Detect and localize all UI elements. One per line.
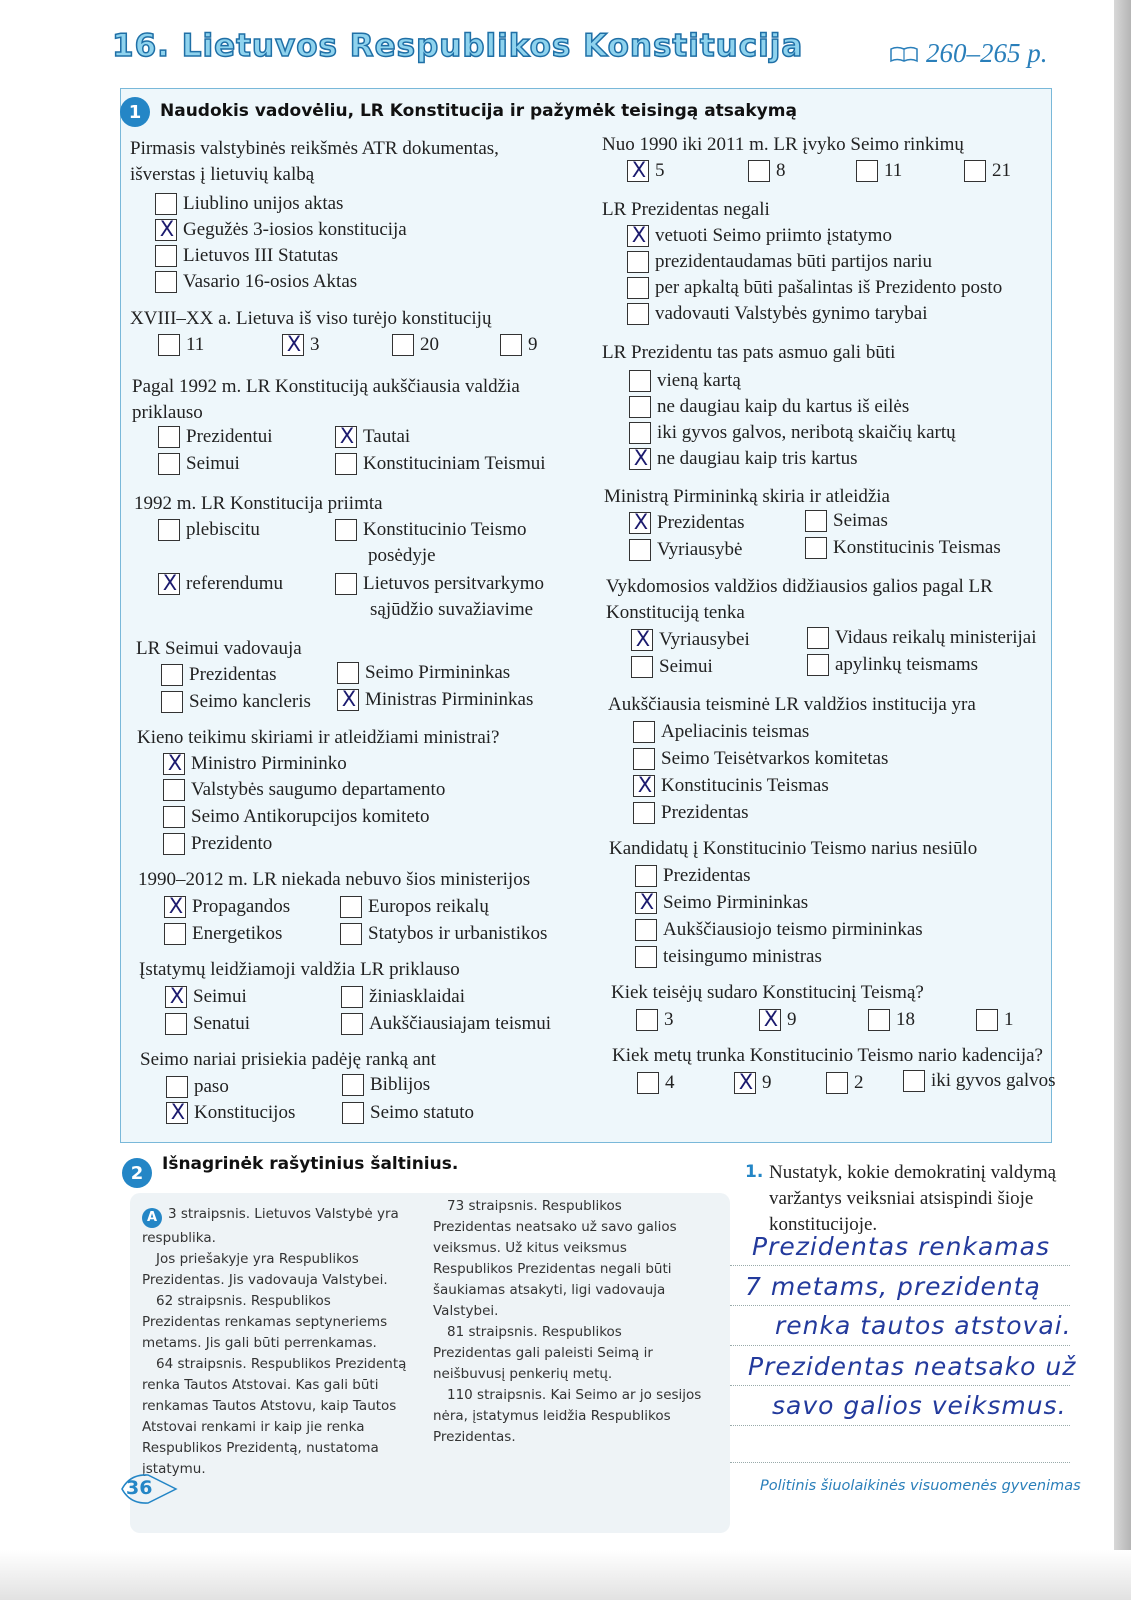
checkbox-checked[interactable] bbox=[335, 426, 357, 448]
checkbox[interactable] bbox=[631, 656, 653, 678]
q11-option-3[interactable]: per apkaltą būti pašalintas iš Prezidento posto bbox=[627, 275, 1002, 301]
handwritten-answer-line[interactable]: 7 metams, prezidentą bbox=[745, 1272, 1041, 1301]
question-3: Pagal 1992 m. LR Konstituciją aukščiausia valdžia priklauso bbox=[132, 376, 520, 423]
checkbox[interactable] bbox=[976, 1009, 998, 1031]
checkbox[interactable] bbox=[633, 802, 655, 824]
checkbox[interactable] bbox=[158, 334, 180, 356]
q8-option-1[interactable]: X Seimui bbox=[165, 984, 247, 1010]
q6-option-4[interactable]: Prezidento bbox=[163, 831, 272, 857]
x-check-icon: X bbox=[341, 687, 357, 711]
checkbox[interactable] bbox=[337, 662, 359, 684]
q5-option-3[interactable]: Seimo kancleris bbox=[161, 689, 311, 715]
q16-option-3[interactable]: Aukščiausiojo teismo pirmininkas bbox=[635, 917, 923, 943]
page-edge bbox=[1114, 0, 1131, 1600]
x-check-icon: X bbox=[635, 627, 651, 651]
checkbox[interactable] bbox=[158, 426, 180, 448]
question-1: Pirmasis valstybinės reikšmės ATR dokumentas, išverstas į lietuvių kalbą bbox=[130, 138, 499, 185]
checkbox-checked[interactable] bbox=[164, 896, 186, 918]
x-check-icon: X bbox=[738, 1070, 754, 1094]
checkbox[interactable] bbox=[155, 271, 177, 293]
q1-option-4[interactable]: Vasario 16-osios Aktas bbox=[155, 269, 357, 295]
question-10: Nuo 1990 iki 2011 m. LR įvyko Seimo rinkimų bbox=[602, 134, 964, 155]
handwritten-answer-line[interactable]: savo galios veiksmus. bbox=[772, 1391, 1067, 1420]
checkbox[interactable] bbox=[340, 923, 362, 945]
checkbox-checked[interactable] bbox=[734, 1072, 756, 1094]
checkbox[interactable] bbox=[163, 779, 185, 801]
answer-line bbox=[730, 1462, 1070, 1463]
handwritten-answer-line[interactable]: renka tautos atstovai. bbox=[775, 1311, 1072, 1340]
question-text: Nustatyk, kokie demokratinį valdymą varžantys veiksniai atsispindi šioje konstitucijoje. bbox=[769, 1162, 1057, 1235]
checkbox[interactable] bbox=[635, 946, 657, 968]
checkbox-checked[interactable] bbox=[165, 986, 187, 1008]
page-bottom-shade bbox=[0, 1550, 1131, 1600]
q11-option-2[interactable]: prezidentaudamas būti partijos nariu bbox=[627, 249, 932, 275]
q13-option-4[interactable]: Konstitucinis Teismas bbox=[805, 535, 1001, 561]
q12-option-2[interactable]: ne daugiau kaip du kartus iš eilės bbox=[629, 394, 909, 420]
q4-option-1[interactable]: plebiscitu bbox=[158, 517, 260, 543]
answer-line bbox=[730, 1345, 1070, 1346]
open-book-icon bbox=[890, 45, 918, 63]
checkbox[interactable] bbox=[826, 1072, 848, 1094]
question-13: Ministrą Pirmininką skiria ir atleidžia bbox=[604, 486, 890, 507]
x-check-icon: X bbox=[162, 571, 178, 595]
x-check-icon: X bbox=[637, 773, 653, 797]
checkbox[interactable] bbox=[805, 510, 827, 532]
q17-option-4[interactable]: 1 bbox=[976, 1007, 1014, 1033]
checkbox-checked[interactable] bbox=[163, 753, 185, 775]
x-check-icon: X bbox=[167, 751, 183, 775]
checkbox-checked[interactable] bbox=[629, 448, 651, 470]
q15-option-1[interactable]: Apeliacinis teismas bbox=[633, 719, 809, 745]
q16-option-2[interactable]: X Seimo Pirmininkas bbox=[635, 890, 808, 916]
q17-option-2[interactable]: X 9 bbox=[759, 1007, 797, 1033]
q17-option-1[interactable]: 3 bbox=[636, 1007, 674, 1033]
q4-option-2-continued: posėdyje bbox=[368, 545, 436, 566]
checkbox[interactable] bbox=[805, 537, 827, 559]
q14-option-1[interactable]: X Vyriausybei bbox=[631, 627, 750, 653]
checkbox[interactable] bbox=[392, 334, 414, 356]
question-17: Kiek teisėjų sudaro Konstitucinį Teismą? bbox=[611, 982, 924, 1003]
q9-option-4[interactable]: Seimo statuto bbox=[342, 1100, 474, 1126]
source-paragraph: A 3 straipsnis. Lietuvos Valstybė yra respublika. bbox=[142, 1206, 399, 1246]
checkbox[interactable] bbox=[165, 1013, 187, 1035]
q6-option-1[interactable]: X Ministro Pirmininko bbox=[163, 751, 347, 777]
checkbox[interactable] bbox=[633, 748, 655, 770]
checkbox[interactable] bbox=[158, 519, 180, 541]
question-14: Vykdomosios valdžios didžiausios galios pagal LR Konstituciją tenka bbox=[606, 576, 993, 623]
checkbox[interactable] bbox=[342, 1102, 364, 1124]
q11-option-4[interactable]: vadovauti Valstybės gynimo tarybai bbox=[627, 301, 927, 327]
q14-option-4[interactable]: apylinkų teismams bbox=[807, 652, 978, 678]
source-column-1 bbox=[142, 1204, 412, 1480]
checkbox-checked[interactable] bbox=[635, 892, 657, 914]
question-8: Įstatymų leidžiamoji valdžia LR priklauso bbox=[139, 959, 460, 980]
q12-option-1[interactable]: vieną kartą bbox=[629, 368, 741, 394]
x-check-icon: X bbox=[170, 1100, 186, 1124]
textbook-reference bbox=[890, 38, 1048, 69]
checkbox-checked[interactable] bbox=[155, 219, 177, 241]
q16-option-4[interactable]: teisingumo ministras bbox=[635, 944, 822, 970]
checkbox[interactable] bbox=[807, 654, 829, 676]
handwritten-answer-line[interactable]: Prezidentas renkamas bbox=[752, 1232, 1050, 1261]
question-number: 1. bbox=[745, 1162, 764, 1182]
q4-option-4-continued: sąjūdžio suvažiavime bbox=[370, 599, 534, 620]
checkbox-checked[interactable] bbox=[627, 160, 649, 182]
q4-option-4[interactable]: Lietuvos persitvarkymo bbox=[335, 571, 544, 597]
q16-option-1[interactable]: Prezidentas bbox=[635, 863, 751, 889]
question-18: Kiek metų trunka Konstitucinio Teismo nario kadencija? bbox=[612, 1045, 1043, 1066]
question-12: LR Prezidentu tas pats asmuo gali būti bbox=[602, 342, 896, 363]
q13-option-2[interactable]: Seimas bbox=[805, 508, 888, 534]
checkbox[interactable] bbox=[341, 986, 363, 1008]
q1-option-1[interactable]: Liublino unijos aktas bbox=[155, 191, 343, 217]
q15-option-4[interactable]: Prezidentas bbox=[633, 800, 749, 826]
answer-line bbox=[730, 1385, 1070, 1386]
checkbox[interactable] bbox=[635, 919, 657, 941]
checkbox[interactable] bbox=[868, 1009, 890, 1031]
q6-option-2[interactable]: Valstybės saugumo departamento bbox=[163, 777, 445, 803]
q6-option-3[interactable]: Seimo Antikorupcijos komiteto bbox=[163, 804, 430, 830]
q2-option-1[interactable]: 11 bbox=[158, 332, 204, 358]
q13-option-1[interactable]: X Prezidentas bbox=[629, 510, 745, 536]
x-check-icon: X bbox=[631, 223, 647, 247]
x-check-icon: X bbox=[633, 510, 649, 534]
q9-option-1[interactable]: paso bbox=[166, 1074, 229, 1100]
question-11: LR Prezidentas negali bbox=[602, 199, 770, 220]
checkbox-checked[interactable] bbox=[282, 334, 304, 356]
checkbox[interactable] bbox=[807, 627, 829, 649]
source-paragraph: 62 straipsnis. Respublikos Prezidentas renkamas septyneriems metams. Jis gali būti perrenkamas. bbox=[142, 1292, 388, 1351]
answer-line bbox=[730, 1265, 1070, 1266]
task-2-heading: Išnagrinėk rašytinius šaltinius. bbox=[162, 1154, 459, 1174]
checkbox[interactable] bbox=[163, 833, 185, 855]
checkbox[interactable] bbox=[335, 453, 357, 475]
checkbox[interactable] bbox=[340, 896, 362, 918]
q18-option-4[interactable]: iki gyvos galvos bbox=[903, 1068, 1056, 1094]
checkbox[interactable] bbox=[635, 865, 657, 887]
x-check-icon: X bbox=[159, 217, 175, 241]
checkbox-checked[interactable] bbox=[158, 573, 180, 595]
q13-option-3[interactable]: Vyriausybė bbox=[629, 537, 742, 563]
page-title: 16. Lietuvos Respublikos Konstitucija bbox=[112, 28, 804, 64]
source-paragraph: 110 straipsnis. Kai Seimo ar jo sesijos nėra, įstatymus leidžia Respublikos Prezidentas. bbox=[433, 1387, 702, 1445]
q10-option-1[interactable]: X 5 bbox=[627, 158, 665, 184]
q1-option-2[interactable]: X Gegužės 3-iosios konstitucija bbox=[155, 217, 407, 243]
source-paragraph: 81 straipsnis. Respublikos Prezidentas gali paleisti Seimą ir neišbuvusį penkerių metų. bbox=[433, 1324, 653, 1382]
q15-option-3[interactable]: X Konstitucinis Teismas bbox=[633, 773, 829, 799]
checkbox-checked[interactable] bbox=[633, 775, 655, 797]
x-check-icon: X bbox=[286, 332, 302, 356]
source-a-badge: A bbox=[142, 1208, 162, 1228]
task-1-number: 1 bbox=[120, 97, 150, 127]
source-paragraph: 73 straipsnis. Respublikos Prezidentas neatsako už savo galios veiksmus. Už kitus veiksmus Respublikos Prezidentas negali būti šaukiamas atsakyti, ligi vadovauja Valstybei. bbox=[433, 1198, 677, 1319]
checkbox[interactable] bbox=[163, 806, 185, 828]
question-9: Seimo nariai prisiekia padėję ranką ant bbox=[140, 1049, 436, 1070]
q4-option-2[interactable]: Konstitucinio Teismo bbox=[335, 517, 527, 543]
checkbox[interactable] bbox=[633, 721, 655, 743]
question-7: 1990–2012 m. LR niekada nebuvo šios ministerijos bbox=[138, 869, 531, 890]
checkbox[interactable] bbox=[748, 160, 770, 182]
checkbox[interactable] bbox=[629, 539, 651, 561]
x-check-icon: X bbox=[763, 1007, 779, 1031]
q7-option-4[interactable]: Statybos ir urbanistikos bbox=[340, 921, 547, 947]
q3-option-2[interactable]: X Tautai bbox=[335, 424, 410, 450]
q9-option-2[interactable]: Biblijos bbox=[342, 1072, 430, 1098]
checkbox[interactable] bbox=[903, 1070, 925, 1092]
checkbox[interactable] bbox=[636, 1009, 658, 1031]
checkbox[interactable] bbox=[627, 277, 649, 299]
q9-option-3[interactable]: X Konstitucijos bbox=[166, 1100, 295, 1126]
x-check-icon: X bbox=[633, 446, 649, 470]
answer-line bbox=[730, 1425, 1070, 1426]
q8-option-3[interactable]: Senatui bbox=[165, 1011, 250, 1037]
source-paragraph: Jos priešakyje yra Respublikos Prezidentas. Jis vadovauja Valstybei. bbox=[142, 1250, 388, 1288]
q2-option-4[interactable]: 9 bbox=[500, 332, 538, 358]
q10-option-2[interactable]: 8 bbox=[748, 158, 786, 184]
q14-option-3[interactable]: Seimui bbox=[631, 654, 713, 680]
x-check-icon: X bbox=[168, 894, 184, 918]
x-check-icon: X bbox=[169, 984, 185, 1008]
q3-option-1[interactable]: Prezidentui bbox=[158, 424, 273, 450]
q14-option-2[interactable]: Vidaus reikalų ministerijai bbox=[807, 625, 1036, 651]
checkbox[interactable] bbox=[335, 519, 357, 541]
source-paragraph: 64 straipsnis. Respublikos Prezidentą renka Tautos Atstovai. Kas gali būti renkamas Tautos Atstovu, kaip Tautos Atstovai renkami ir kaip jie renka Respublikos Prezidentą, nustatoma įstatymu. bbox=[142, 1355, 407, 1477]
checkbox[interactable] bbox=[637, 1072, 659, 1094]
footer-chapter-title: Politinis šiuolaikinės visuomenės gyvenimas bbox=[760, 1478, 1081, 1494]
question-2: XVIII–XX a. Lietuva iš viso turėjo konstitucijų bbox=[130, 308, 492, 329]
x-check-icon: X bbox=[639, 890, 655, 914]
q8-option-2[interactable]: žiniasklaidai bbox=[341, 984, 465, 1010]
checkbox-checked[interactable] bbox=[627, 225, 649, 247]
q15-option-2[interactable]: Seimo Teisėtvarkos komitetas bbox=[633, 746, 888, 772]
x-check-icon: X bbox=[339, 424, 355, 448]
checkbox-checked[interactable] bbox=[629, 512, 651, 534]
task-1-heading: Naudokis vadovėliu, LR Konstitucija ir pažymėk teisingą atsakymą bbox=[160, 101, 797, 121]
checkbox[interactable] bbox=[166, 1076, 188, 1098]
question-15: Aukščiausia teisminė LR valdžios institucija yra bbox=[608, 694, 976, 715]
checkbox[interactable] bbox=[629, 422, 651, 444]
q10-option-4[interactable]: 21 bbox=[964, 158, 1011, 184]
checkbox[interactable] bbox=[500, 334, 522, 356]
textbook-pages: 260–265 p. bbox=[926, 38, 1048, 68]
answer-line bbox=[730, 1305, 1070, 1306]
checkbox[interactable] bbox=[627, 303, 649, 325]
q18-option-1[interactable]: 4 bbox=[637, 1070, 675, 1096]
q10-option-3[interactable]: 11 bbox=[856, 158, 902, 184]
q7-option-1[interactable]: X Propagandos bbox=[164, 894, 290, 920]
checkbox[interactable] bbox=[627, 251, 649, 273]
q5-option-4[interactable]: X Ministras Pirmininkas bbox=[337, 687, 533, 713]
checkbox[interactable] bbox=[629, 370, 651, 392]
source-column-2 bbox=[433, 1196, 703, 1448]
question-5: LR Seimui vadovauja bbox=[136, 638, 302, 659]
handwritten-answer-line[interactable]: Prezidentas neatsako už bbox=[748, 1352, 1077, 1381]
q5-option-2[interactable]: Seimo Pirmininkas bbox=[337, 660, 510, 686]
checkbox[interactable] bbox=[629, 396, 651, 418]
q12-option-4[interactable]: X ne daugiau kaip tris kartus bbox=[629, 446, 858, 472]
checkbox[interactable] bbox=[161, 664, 183, 686]
checkbox-checked[interactable] bbox=[166, 1102, 188, 1124]
q7-option-2[interactable]: Europos reikalų bbox=[340, 894, 489, 920]
question-6: Kieno teikimu skiriami ir atleidžiami ministrai? bbox=[137, 727, 500, 748]
x-check-icon: X bbox=[631, 158, 647, 182]
checkbox[interactable] bbox=[342, 1074, 364, 1096]
q18-option-2[interactable]: X 9 bbox=[734, 1070, 772, 1096]
checkbox-checked[interactable] bbox=[337, 689, 359, 711]
checkbox[interactable] bbox=[341, 1013, 363, 1035]
q2-option-3[interactable]: 20 bbox=[392, 332, 439, 358]
checkbox[interactable] bbox=[158, 453, 180, 475]
q8-option-4[interactable]: Aukščiausiajam teismui bbox=[341, 1011, 551, 1037]
checkbox[interactable] bbox=[856, 160, 878, 182]
checkbox[interactable] bbox=[964, 160, 986, 182]
checkbox-checked[interactable] bbox=[631, 629, 653, 651]
checkbox-checked[interactable] bbox=[759, 1009, 781, 1031]
question-4: 1992 m. LR Konstitucija priimta bbox=[134, 493, 383, 514]
q2-option-2[interactable]: X 3 bbox=[282, 332, 320, 358]
q12-option-3[interactable]: iki gyvos galvos, neribotą skaičių kartų bbox=[629, 420, 956, 446]
checkbox[interactable] bbox=[155, 193, 177, 215]
task-2-number: 2 bbox=[122, 1158, 152, 1188]
checkbox[interactable] bbox=[335, 573, 357, 595]
page-number: 36 bbox=[118, 1472, 180, 1506]
q7-option-3[interactable]: Energetikos bbox=[164, 921, 282, 947]
q3-option-4[interactable]: Konstituciniam Teismui bbox=[335, 451, 546, 477]
q17-option-3[interactable]: 18 bbox=[868, 1007, 915, 1033]
checkbox[interactable] bbox=[155, 245, 177, 267]
q5-option-1[interactable]: Prezidentas bbox=[161, 662, 277, 688]
q1-option-3[interactable]: Lietuvos III Statutas bbox=[155, 243, 338, 269]
checkbox[interactable] bbox=[164, 923, 186, 945]
q4-option-3[interactable]: X referendumu bbox=[158, 571, 283, 597]
q18-option-3[interactable]: 2 bbox=[826, 1070, 864, 1096]
checkbox[interactable] bbox=[161, 691, 183, 713]
q3-option-3[interactable]: Seimui bbox=[158, 451, 240, 477]
q11-option-1[interactable]: X vetuoti Seimo priimto įstatymo bbox=[627, 223, 892, 249]
question-16: Kandidatų į Konstitucinio Teismo narius nesiūlo bbox=[609, 838, 978, 859]
